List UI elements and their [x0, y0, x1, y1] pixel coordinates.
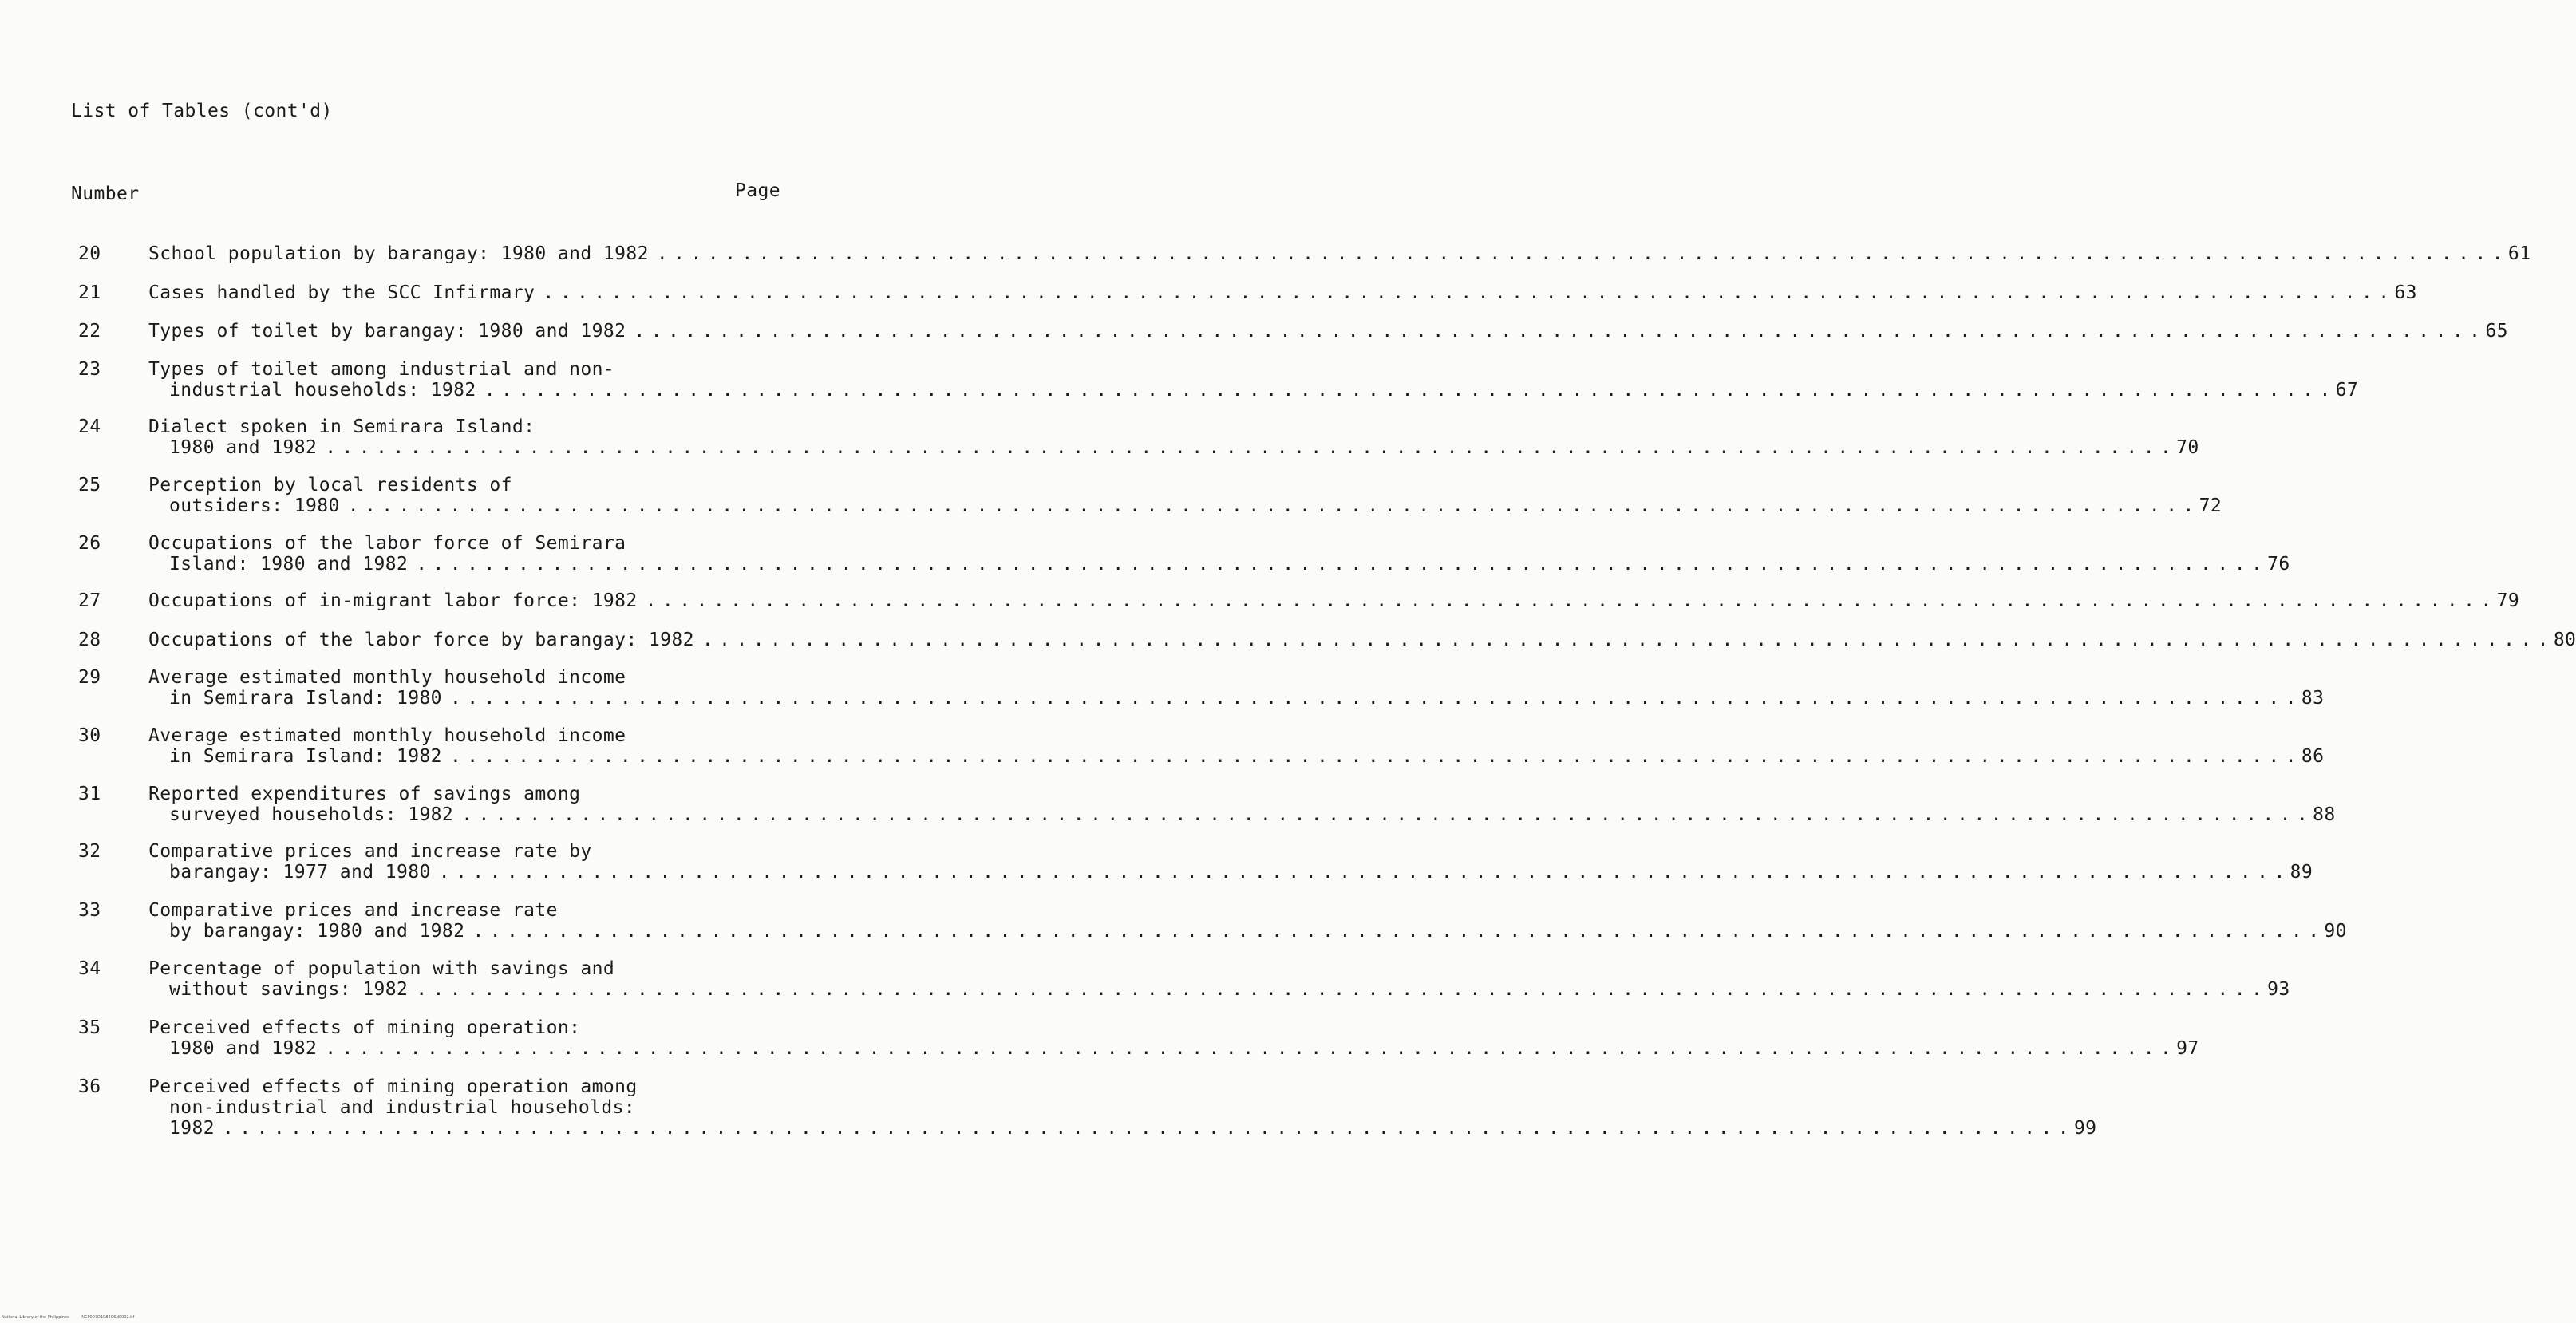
entry-line: [148, 841, 2313, 862]
dot-leader: [484, 380, 2328, 401]
entry-line: [148, 979, 2290, 1000]
entry-page-number: 88: [2313, 804, 2336, 825]
entry-number: 30: [78, 725, 101, 746]
entry-body: [148, 417, 2199, 458]
table-entry: [78, 590, 2520, 611]
dot-leader: [416, 554, 2259, 575]
entry-body: [148, 321, 2508, 342]
entry-line: [148, 784, 2336, 804]
entry-body: [148, 1017, 2199, 1059]
entry-line: [148, 630, 2576, 650]
dot-leader: [439, 862, 2282, 883]
entry-line: [148, 590, 2519, 611]
dot-leader: [450, 688, 2294, 709]
table-entry: [78, 1076, 2097, 1139]
entry-line: [148, 1017, 2199, 1038]
dot-leader: [325, 437, 2168, 458]
entry-body: [148, 590, 2519, 611]
entry-number: 24: [78, 417, 101, 437]
entry-title-text: Average estimated monthly household income: [148, 725, 626, 746]
entry-page-number: 93: [2267, 979, 2290, 1000]
entry-line: [148, 243, 2531, 264]
number-column-header: Number: [71, 184, 140, 204]
table-entry: [78, 725, 2325, 767]
entry-body: [148, 725, 2324, 767]
entry-title-text: 1980 and 1982: [169, 1038, 318, 1059]
table-entry: [78, 1017, 2199, 1059]
entry-line: [148, 804, 2336, 825]
entry-page-number: 97: [2176, 1038, 2199, 1059]
entry-title-text: non-industrial and industrial households:: [169, 1097, 636, 1118]
entry-line: [148, 380, 2358, 401]
entry-title-text: barangay: 1977 and 1980: [169, 862, 431, 883]
entry-body: [148, 533, 2290, 575]
entry-title-text: Types of toilet among industrial and non-: [148, 359, 615, 380]
entry-number: 36: [78, 1076, 101, 1097]
entry-title-text: Perceived effects of mining operation among: [148, 1076, 638, 1097]
entry-number: 29: [78, 667, 101, 688]
entry-line: [148, 1118, 2096, 1139]
entry-body: [148, 630, 2576, 650]
entry-line: [148, 359, 2358, 380]
entry-title-text: Perception by local residents of: [148, 475, 512, 496]
dot-leader: [416, 979, 2259, 1000]
entry-title-text: industrial households: 1982: [169, 380, 476, 401]
dot-leader: [348, 496, 2191, 516]
entry-number: 21: [78, 282, 101, 303]
entry-page-number: 83: [2301, 688, 2325, 709]
entry-title-text: School population by barangay: 1980 and 1982: [148, 243, 649, 264]
entry-page-number: 61: [2507, 243, 2531, 264]
entry-number: 22: [78, 321, 101, 342]
entry-number: 26: [78, 533, 101, 554]
entry-line: [148, 533, 2290, 554]
table-entry: [78, 841, 2313, 883]
entry-title-text: Percentage of population with savings and: [148, 958, 615, 979]
entry-page-number: 79: [2496, 590, 2520, 611]
dot-leader: [657, 243, 2500, 264]
dot-leader: [646, 590, 2489, 611]
entry-line: [148, 725, 2324, 746]
entry-title-text: Types of toilet by barangay: 1980 and 1982: [148, 321, 626, 342]
table-entry: [78, 243, 2531, 264]
entry-line: [148, 921, 2347, 942]
entry-title-text: by barangay: 1980 and 1982: [169, 921, 465, 942]
entry-number: 33: [78, 900, 101, 921]
dot-leader: [472, 921, 2316, 942]
entry-number: 20: [78, 243, 101, 264]
entry-line: [148, 900, 2347, 921]
entry-line: [148, 958, 2290, 979]
entry-number: 25: [78, 475, 101, 496]
page-title: List of Tables (cont'd): [71, 101, 333, 121]
entry-title-text: in Semirara Island: 1980: [169, 688, 442, 709]
entry-page-number: 86: [2301, 746, 2325, 767]
dot-leader: [450, 746, 2294, 767]
entry-page-number: 70: [2176, 437, 2199, 458]
table-entry: [78, 533, 2290, 575]
entry-page-number: 90: [2324, 921, 2347, 942]
entry-number: 32: [78, 841, 101, 862]
entry-title-text: outsiders: 1980: [169, 496, 340, 516]
entry-title-text: Comparative prices and increase rate by: [148, 841, 592, 862]
table-entry: [78, 784, 2336, 825]
entry-title-text: Occupations of the labor force of Semirara: [148, 533, 626, 554]
table-entry: [78, 667, 2325, 709]
entry-title-text: Perceived effects of mining operation:: [148, 1017, 581, 1038]
footer-library: National Library of the Philippines: [2, 1315, 69, 1320]
table-entry: [78, 417, 2199, 458]
entry-title-text: Occupations of the labor force by barangay: 1982: [148, 630, 694, 650]
entry-line: [148, 437, 2199, 458]
entry-body: [148, 1076, 2096, 1139]
entry-body: [148, 841, 2313, 883]
table-entry: [78, 958, 2290, 1000]
entry-title-text: without savings: 1982: [169, 979, 409, 1000]
dot-leader: [223, 1118, 2066, 1139]
entry-line: [148, 862, 2313, 883]
entry-page-number: 80: [2553, 630, 2576, 650]
dot-leader: [702, 630, 2546, 650]
entry-number: 28: [78, 630, 101, 650]
entry-line: [148, 667, 2324, 688]
table-of-contents-list: [78, 243, 2576, 1139]
entry-title-text: surveyed households: 1982: [169, 804, 454, 825]
entry-page-number: 89: [2290, 862, 2313, 883]
entry-line: [148, 1038, 2199, 1059]
entry-body: [148, 667, 2324, 709]
entry-page-number: 65: [2485, 321, 2508, 342]
entry-line: [148, 688, 2324, 709]
entry-number: 34: [78, 958, 101, 979]
entry-title-text: in Semirara Island: 1982: [169, 746, 442, 767]
scan-footer: [2, 1315, 145, 1320]
entry-number: 23: [78, 359, 101, 380]
footer-code: NCP007D1984OSd0002.tif: [81, 1315, 135, 1320]
entry-body: [148, 282, 2417, 303]
entry-page-number: 63: [2394, 282, 2417, 303]
entry-title-text: Dialect spoken in Semirara Island:: [148, 417, 535, 437]
entry-line: [148, 1076, 2096, 1097]
entry-number: 31: [78, 784, 101, 804]
entry-line: [148, 417, 2199, 437]
entry-title-text: Comparative prices and increase rate: [148, 900, 558, 921]
entry-line: [148, 746, 2324, 767]
entry-body: [148, 784, 2336, 825]
entry-title-text: Occupations of in-migrant labor force: 1982: [148, 590, 638, 611]
dot-leader: [325, 1038, 2168, 1059]
entry-line: [148, 475, 2222, 496]
entry-title-text: 1982: [169, 1118, 215, 1139]
entry-page-number: 99: [2073, 1118, 2097, 1139]
entry-body: [148, 243, 2531, 264]
entry-page-number: 72: [2199, 496, 2222, 516]
entry-page-number: 67: [2335, 380, 2359, 401]
entry-body: [148, 475, 2222, 516]
entry-body: [148, 359, 2358, 401]
entry-page-number: 76: [2267, 554, 2290, 575]
entry-title-text: Island: 1980 and 1982: [169, 554, 409, 575]
table-entry: [78, 282, 2417, 303]
table-entry: [78, 359, 2359, 401]
entry-line: [148, 1097, 2096, 1118]
entry-line: [148, 282, 2417, 303]
entry-line: [148, 496, 2222, 516]
table-entry: [78, 630, 2576, 650]
entry-number: 35: [78, 1017, 101, 1038]
entry-body: [148, 958, 2290, 1000]
entry-line: [148, 321, 2508, 342]
table-entry: [78, 475, 2222, 516]
entry-number: 27: [78, 590, 101, 611]
entry-title-text: Cases handled by the SCC Infirmary: [148, 282, 535, 303]
table-entry: [78, 321, 2508, 342]
dot-leader: [461, 804, 2305, 825]
entry-line: [148, 554, 2290, 575]
entry-title-text: 1980 and 1982: [169, 437, 318, 458]
entry-title-text: Average estimated monthly household income: [148, 667, 626, 688]
entry-title-text: Reported expenditures of savings among: [148, 784, 581, 804]
page-column-header: Page: [735, 180, 780, 201]
table-entry: [78, 900, 2347, 942]
dot-leader: [543, 282, 2386, 303]
dot-leader: [634, 321, 2477, 342]
entry-body: [148, 900, 2347, 942]
